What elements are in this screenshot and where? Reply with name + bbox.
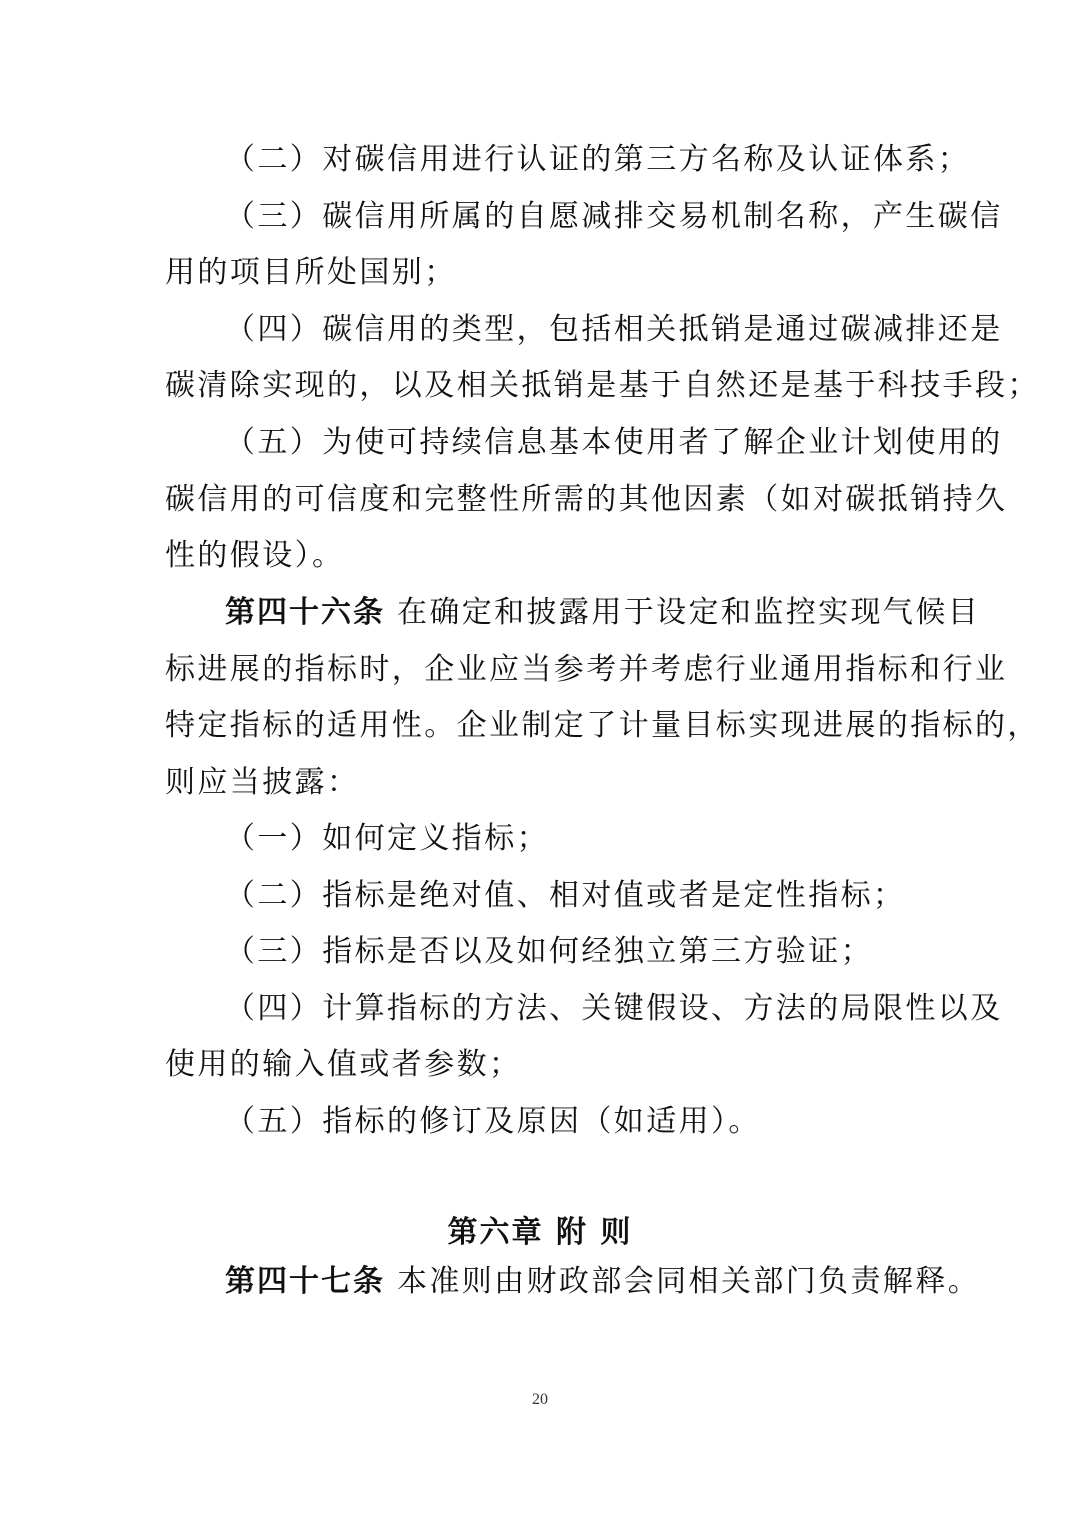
paragraph-line: （五）为使可持续信息基本使用者了解企业计划使用的 bbox=[225, 425, 1003, 460]
article-46-label: 第四十六条 bbox=[225, 595, 385, 630]
article-47-line bbox=[225, 1264, 981, 1300]
list-item-continuation: 使用的输入值或者参数； bbox=[165, 1047, 522, 1082]
paragraph-line: （四）碳信用的类型，包括相关抵销是通过碳减排还是 bbox=[225, 312, 1003, 347]
list-item: （五）指标的修订及原因（如适用）。 bbox=[225, 1104, 761, 1139]
article-47-label: 第四十七条 bbox=[225, 1264, 385, 1299]
chapter-heading: 第六章 附 则 bbox=[447, 1215, 633, 1250]
paragraph-line: 特定指标的适用性。企业制定了计量目标实现进展的指标的， bbox=[165, 708, 1040, 743]
paragraph-line: 则应当披露： bbox=[165, 765, 360, 800]
paragraph-line: 标进展的指标时，企业应当参考并考虑行业通用指标和行业 bbox=[165, 652, 1008, 687]
paragraph-line: 性的假设）。 bbox=[165, 538, 345, 573]
list-item: （一）如何定义指标； bbox=[225, 821, 549, 856]
list-item: （二）指标是绝对值、相对值或者是定性指标； bbox=[225, 878, 906, 913]
paragraph-line: 碳清除实现的，以及相关抵销是基于自然还是基于科技手段； bbox=[165, 368, 1040, 403]
list-item: （三）指标是否以及如何经独立第三方验证； bbox=[225, 934, 873, 969]
page-number: 20 bbox=[532, 1391, 548, 1408]
article-46-text: 在确定和披露用于设定和监控实现气候目 bbox=[396, 595, 981, 630]
list-item: （四）计算指标的方法、关键假设、方法的局限性以及 bbox=[225, 991, 1003, 1026]
paragraph-line: 用的项目所处国别； bbox=[165, 255, 457, 290]
paragraph-line: 碳信用的可信度和完整性所需的其他因素（如对碳抵销持久 bbox=[165, 482, 1008, 517]
paragraph-line: （三）碳信用所属的自愿减排交易机制名称，产生碳信 bbox=[225, 199, 1003, 234]
article-47-text: 本准则由财政部会同相关部门负责解释。 bbox=[396, 1264, 981, 1299]
article-46-line bbox=[225, 595, 981, 631]
paragraph-line: （二）对碳信用进行认证的第三方名称及认证体系； bbox=[225, 142, 971, 177]
